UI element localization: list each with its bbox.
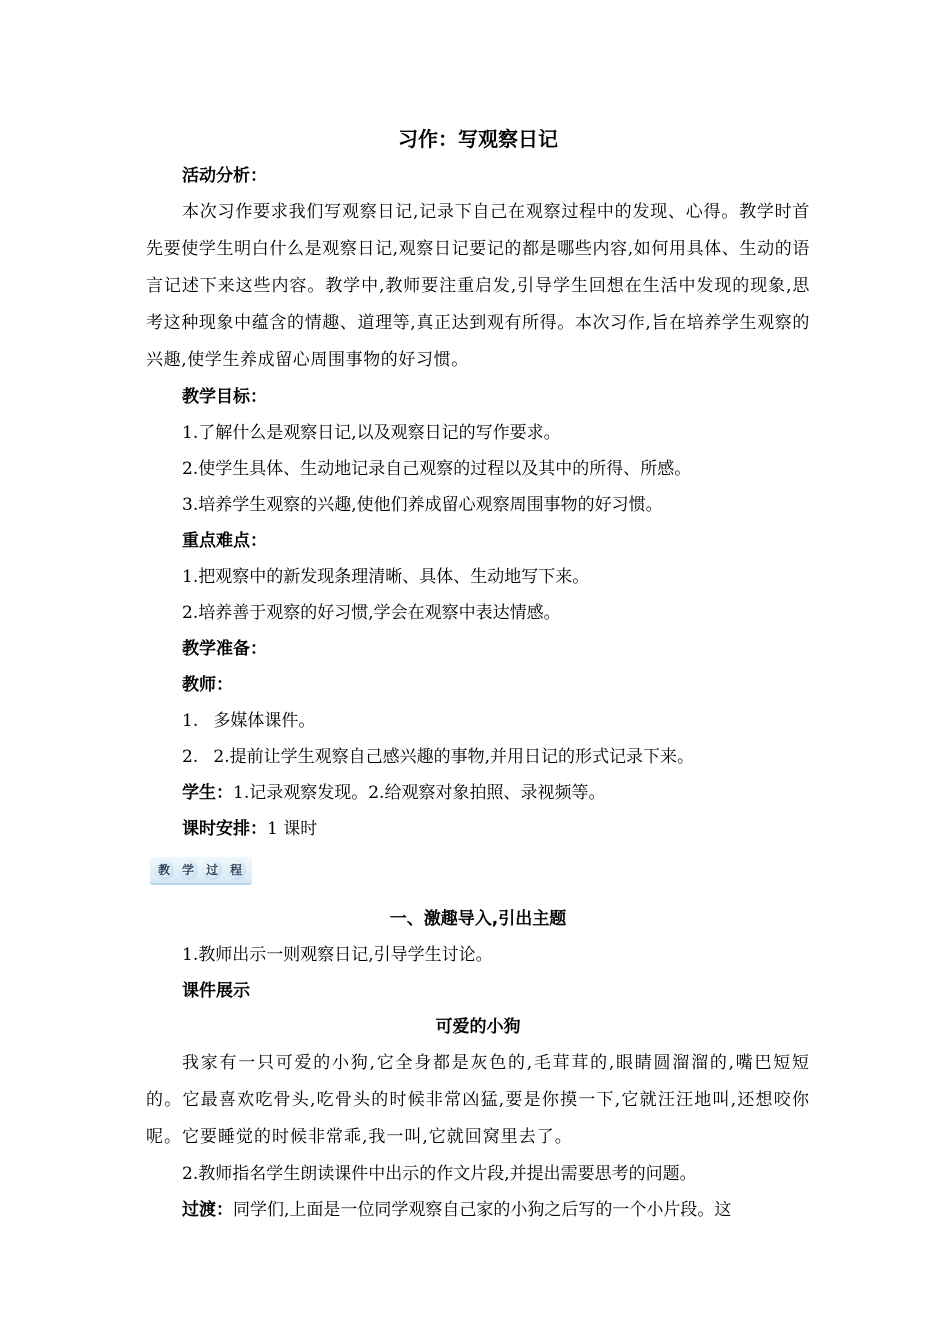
key-points-heading: 重点难点： — [182, 531, 267, 551]
goal-item: 3.培养学生观察的兴趣,使他们养成留心观察周围事物的好习惯。 — [182, 495, 663, 515]
goal-item: 2.使学生具体、生动地记录自己观察的过程以及其中的所得、所感。 — [182, 459, 692, 479]
badge-character: 程 — [226, 860, 246, 880]
goal-item: 1.了解什么是观察日记,以及观察日记的写作要求。 — [182, 423, 561, 443]
courseware-label: 课件展示 — [182, 981, 250, 1001]
preparation-heading: 教学准备： — [182, 639, 267, 659]
teacher-item-number: 1. — [182, 711, 199, 731]
transition-line — [146, 1192, 810, 1228]
story-paragraph: 我家有一只可爱的小狗,它全身都是灰色的,毛茸茸的,眼睛圆溜溜的,嘴巴短短的。它最喜欢吃骨头,吃骨头的时候非常凶猛,要是你摸一下,它就汪汪地叫,还想咬你呢。它要睡觉的时候非常乖,我一叫,它就回窝里去了。 — [146, 1053, 810, 1147]
teacher-item-text: 多媒体课件。 — [213, 711, 316, 731]
badge-character: 学 — [178, 860, 198, 880]
document-content — [146, 124, 810, 1228]
student-label: 学生： — [182, 783, 233, 803]
transition-text: 同学们,上面是一位同学观察自己家的小狗之后写的一个小片段。这 — [233, 1200, 732, 1220]
teaching-process-badge — [150, 857, 252, 885]
teacher-item — [146, 739, 810, 775]
step-1: 1.教师出示一则观察日记,引导学生讨论。 — [182, 945, 493, 965]
schedule-text: 1 课时 — [267, 819, 318, 839]
student-line — [146, 775, 810, 811]
key-point-item: 2.培养善于观察的好习惯,学会在观察中表达情感。 — [182, 603, 561, 623]
analysis-heading: 活动分析： — [182, 166, 267, 186]
key-point-item: 1.把观察中的新发现条理清晰、具体、生动地写下来。 — [182, 567, 590, 587]
teacher-item-text: 2.提前让学生观察自己感兴趣的事物,并用日记的形式记录下来。 — [213, 747, 695, 767]
badge-character: 过 — [202, 860, 222, 880]
teacher-label: 教师： — [182, 675, 233, 695]
schedule-line — [146, 811, 810, 847]
document-title: 习作：写观察日记 — [398, 127, 558, 151]
student-text: 1.记录观察发现。2.给观察对象拍照、录视频等。 — [233, 783, 606, 803]
teaching-process-badge-row — [146, 847, 810, 901]
teacher-item-number: 2. — [182, 747, 199, 767]
transition-label: 过渡： — [182, 1200, 233, 1220]
goals-heading: 教学目标： — [182, 387, 267, 407]
schedule-label: 课时安排： — [182, 819, 267, 839]
story-title: 可爱的小狗 — [435, 1017, 521, 1037]
teacher-item — [146, 703, 810, 739]
badge-character: 教 — [154, 860, 174, 880]
section-1-title: 一、激趣导入,引出主题 — [389, 909, 567, 929]
analysis-paragraph: 本次习作要求我们写观察日记,记录下自己在观察过程中的发现、心得。教学时首先要使学生明白什么是观察日记,观察日记要记的都是哪些内容,如何用具体、生动的语言记述下来这些内容。教学中,教师要注重启发,引导学生回想在生活中发现的现象,思考这种现象中蕴含的情趣、道理等,真正达到观有所得。本次习作,旨在培养学生观察的兴趣,使学生养成留心周围事物的好习惯。 — [146, 202, 810, 370]
step-2: 2.教师指名学生朗读课件中出示的作文片段,并提出需要思考的问题。 — [182, 1164, 697, 1184]
